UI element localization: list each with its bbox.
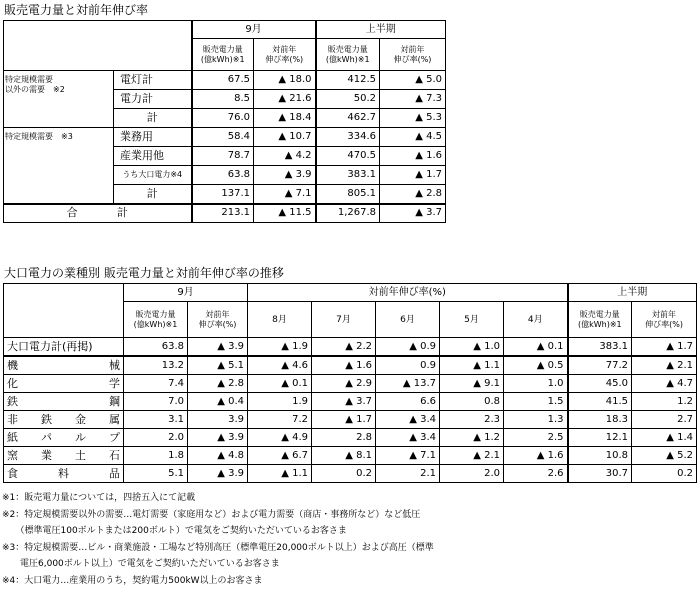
header-month: 9月 bbox=[192, 21, 316, 39]
half-yoy: ▲ 1.7 bbox=[380, 166, 446, 185]
half-yoy: 1.2 bbox=[632, 393, 697, 411]
trend-yoy: ▲ 3.7 bbox=[312, 393, 376, 411]
row-label bbox=[4, 375, 124, 393]
trend-yoy: ▲ 1.9 bbox=[248, 338, 312, 357]
month-sales: 63.8 bbox=[124, 338, 188, 357]
industry-name: 紙 パ ル プ bbox=[7, 432, 120, 444]
row-label: 業務用 bbox=[114, 128, 192, 147]
trend-yoy: 0.8 bbox=[440, 393, 504, 411]
row-label bbox=[4, 356, 124, 375]
half-sales: 77.2 bbox=[568, 356, 632, 375]
half-sales: 383.1 bbox=[568, 338, 632, 357]
total-row bbox=[4, 204, 446, 223]
half-sales: 462.7 bbox=[316, 109, 380, 128]
month-yoy: ▲ 3.9 bbox=[188, 465, 248, 483]
table1-title: 販売電力量と対前年伸び率 bbox=[4, 4, 148, 17]
trend-yoy: ▲ 2.1 bbox=[440, 447, 504, 465]
month-yoy: ▲ 18.4 bbox=[254, 109, 316, 128]
table-row bbox=[4, 429, 697, 447]
footnotes bbox=[2, 490, 434, 589]
trend-yoy: ▲ 13.7 bbox=[376, 375, 440, 393]
header-sales: 販売電力量 (億kWh)※1 bbox=[568, 302, 632, 338]
half-yoy: 2.7 bbox=[632, 411, 697, 429]
half-sales: 334.6 bbox=[316, 128, 380, 147]
trend-yoy: ▲ 1.2 bbox=[440, 429, 504, 447]
month-sales: 63.8 bbox=[192, 166, 254, 185]
half-sales: 30.7 bbox=[568, 465, 632, 483]
row-label bbox=[4, 465, 124, 483]
table-row bbox=[4, 375, 697, 393]
month-sales: 8.5 bbox=[192, 90, 254, 109]
row-label: 電灯計 bbox=[114, 71, 192, 90]
trend-yoy: ▲ 1.1 bbox=[248, 465, 312, 483]
half-sales: 50.2 bbox=[316, 90, 380, 109]
month-sales: 13.2 bbox=[124, 356, 188, 375]
trend-yoy: ▲ 3.4 bbox=[376, 411, 440, 429]
month-sales: 213.1 bbox=[192, 204, 254, 223]
trend-yoy: 6.6 bbox=[376, 393, 440, 411]
month-yoy: ▲ 7.1 bbox=[254, 185, 316, 204]
total-label-a: 合 bbox=[67, 207, 78, 219]
header-month-4: 4月 bbox=[504, 302, 568, 338]
month-yoy: ▲ 0.4 bbox=[188, 393, 248, 411]
trend-yoy: ▲ 9.1 bbox=[440, 375, 504, 393]
month-yoy: ▲ 21.6 bbox=[254, 90, 316, 109]
half-yoy: 0.2 bbox=[632, 465, 697, 483]
trend-yoy: 2.1 bbox=[376, 465, 440, 483]
month-yoy: ▲ 10.7 bbox=[254, 128, 316, 147]
trend-yoy: 1.3 bbox=[504, 411, 568, 429]
header-month-2: 6月 bbox=[376, 302, 440, 338]
half-yoy: ▲ 7.3 bbox=[380, 90, 446, 109]
industry-name: 鉄 鋼 bbox=[7, 396, 120, 408]
month-yoy: ▲ 3.9 bbox=[254, 166, 316, 185]
month-yoy: ▲ 4.8 bbox=[188, 447, 248, 465]
trend-yoy: ▲ 1.6 bbox=[312, 356, 376, 375]
footnote-line: （標準電圧100ボルトまたは200ボルト）で電気をご契約いただいているお客さま bbox=[2, 523, 434, 540]
half-sales: 41.5 bbox=[568, 393, 632, 411]
trend-yoy: ▲ 0.9 bbox=[376, 338, 440, 357]
header-sales: 販売電力量 (億kWh)※1 bbox=[316, 39, 380, 71]
industry-name: 非 鉄 金 属 bbox=[7, 414, 120, 426]
row-label bbox=[4, 393, 124, 411]
month-sales: 3.1 bbox=[124, 411, 188, 429]
header-sales: 販売電力量 (億kWh)※1 bbox=[192, 39, 254, 71]
trend-yoy: 2.0 bbox=[440, 465, 504, 483]
trend-yoy: 0.9 bbox=[376, 356, 440, 375]
month-sales: 76.0 bbox=[192, 109, 254, 128]
trend-yoy: ▲ 1.0 bbox=[440, 338, 504, 357]
trend-yoy: 7.2 bbox=[248, 411, 312, 429]
month-yoy: ▲ 2.8 bbox=[188, 375, 248, 393]
half-sales: 383.1 bbox=[316, 166, 380, 185]
trend-yoy: 2.3 bbox=[440, 411, 504, 429]
trend-yoy: 2.8 bbox=[312, 429, 376, 447]
half-yoy: ▲ 1.7 bbox=[632, 338, 697, 357]
industry-name: 窯 業 土 石 bbox=[7, 450, 120, 462]
row-label: うち大口電力※4 bbox=[114, 166, 192, 185]
month-yoy: ▲ 3.9 bbox=[188, 338, 248, 357]
header-yoy: 対前年 伸び率(%) bbox=[632, 302, 697, 338]
half-sales: 12.1 bbox=[568, 429, 632, 447]
row-label bbox=[4, 411, 124, 429]
month-sales: 137.1 bbox=[192, 185, 254, 204]
table-row bbox=[4, 338, 697, 357]
trend-yoy: ▲ 0.1 bbox=[504, 338, 568, 357]
trend-yoy: 2.5 bbox=[504, 429, 568, 447]
trend-yoy: ▲ 7.1 bbox=[376, 447, 440, 465]
trend-yoy: ▲ 0.1 bbox=[248, 375, 312, 393]
industry-name: 化 学 bbox=[7, 378, 120, 390]
trend-yoy: ▲ 6.7 bbox=[248, 447, 312, 465]
total-label-b: 計 bbox=[117, 207, 128, 219]
table-row bbox=[4, 411, 697, 429]
table-row bbox=[4, 71, 446, 90]
half-yoy: ▲ 4.5 bbox=[380, 128, 446, 147]
industry-name: 食 料 品 bbox=[7, 468, 120, 480]
header-half: 上半期 bbox=[568, 284, 697, 302]
month-sales: 58.4 bbox=[192, 128, 254, 147]
table2-title: 大口電力の業種別 販売電力量と対前年伸び率の推移 bbox=[4, 267, 284, 280]
table-row bbox=[4, 465, 697, 483]
trend-yoy: ▲ 4.6 bbox=[248, 356, 312, 375]
half-yoy: ▲ 5.3 bbox=[380, 109, 446, 128]
month-yoy: ▲ 5.1 bbox=[188, 356, 248, 375]
half-yoy: ▲ 3.7 bbox=[380, 204, 446, 223]
half-yoy: ▲ 1.4 bbox=[632, 429, 697, 447]
month-yoy: 3.9 bbox=[188, 411, 248, 429]
month-sales: 5.1 bbox=[124, 465, 188, 483]
trend-yoy: 1.5 bbox=[504, 393, 568, 411]
half-yoy: ▲ 2.8 bbox=[380, 185, 446, 204]
half-sales: 470.5 bbox=[316, 147, 380, 166]
header-yoy: 対前年 伸び率(%) bbox=[254, 39, 316, 71]
trend-yoy: 2.6 bbox=[504, 465, 568, 483]
month-yoy: ▲ 4.2 bbox=[254, 147, 316, 166]
half-sales: 10.8 bbox=[568, 447, 632, 465]
half-sales: 18.3 bbox=[568, 411, 632, 429]
table-row bbox=[4, 128, 446, 147]
trend-yoy: ▲ 4.9 bbox=[248, 429, 312, 447]
month-yoy: ▲ 18.0 bbox=[254, 71, 316, 90]
row-label: 計 bbox=[114, 109, 192, 128]
row-label: 計 bbox=[114, 185, 192, 204]
row-label bbox=[4, 447, 124, 465]
month-sales: 2.0 bbox=[124, 429, 188, 447]
header-half: 上半期 bbox=[316, 21, 446, 39]
half-yoy: ▲ 5.2 bbox=[632, 447, 697, 465]
header-month-0: 8月 bbox=[248, 302, 312, 338]
trend-yoy: ▲ 3.4 bbox=[376, 429, 440, 447]
header-yoy: 対前年 伸び率(%) bbox=[188, 302, 248, 338]
trend-yoy: ▲ 1.7 bbox=[312, 411, 376, 429]
half-sales: 412.5 bbox=[316, 71, 380, 90]
industry-table bbox=[3, 283, 697, 483]
month-sales: 67.5 bbox=[192, 71, 254, 90]
group-label: 特定規模需要 以外の需要 ※2 bbox=[4, 71, 114, 128]
trend-yoy: ▲ 8.1 bbox=[312, 447, 376, 465]
trend-yoy: ▲ 2.9 bbox=[312, 375, 376, 393]
half-yoy: ▲ 4.7 bbox=[632, 375, 697, 393]
row-label bbox=[4, 429, 124, 447]
table-row bbox=[4, 393, 697, 411]
header-yoy: 対前年 伸び率(%) bbox=[380, 39, 446, 71]
header-yoy-trend: 対前年伸び率(%) bbox=[248, 284, 568, 302]
sales-table bbox=[3, 20, 446, 223]
trend-yoy: ▲ 0.5 bbox=[504, 356, 568, 375]
row-label: 産業用他 bbox=[114, 147, 192, 166]
trend-yoy: ▲ 2.2 bbox=[312, 338, 376, 357]
half-sales: 45.0 bbox=[568, 375, 632, 393]
half-yoy: ▲ 5.0 bbox=[380, 71, 446, 90]
header-month: 9月 bbox=[124, 284, 248, 302]
row-label: 電力計 bbox=[114, 90, 192, 109]
half-yoy: ▲ 2.1 bbox=[632, 356, 697, 375]
half-yoy: ▲ 1.6 bbox=[380, 147, 446, 166]
month-yoy: ▲ 11.5 bbox=[254, 204, 316, 223]
group-label: 特定規模需要 ※3 bbox=[4, 128, 114, 204]
footnote-line: ※4：大口電力…産業用のうち，契約電力500kW以上のお客さま bbox=[2, 573, 434, 589]
footnote-line: ※3：特定規模需要…ビル・商業施設・工場など特別高圧（標準電圧20,000ボルト以上）および高圧（標準 bbox=[2, 540, 434, 557]
month-sales: 78.7 bbox=[192, 147, 254, 166]
trend-yoy: ▲ 1.1 bbox=[440, 356, 504, 375]
footnote-line: ※2：特定規模需要以外の需要…電灯需要（家庭用など）および電力需要（商店・事務所など）など低圧 bbox=[2, 507, 434, 524]
month-sales: 7.0 bbox=[124, 393, 188, 411]
row-label: 大口電力計(再掲) bbox=[4, 338, 124, 357]
trend-yoy: 1.9 bbox=[248, 393, 312, 411]
industry-name: 機 械 bbox=[7, 360, 120, 372]
header-month-1: 7月 bbox=[312, 302, 376, 338]
total-label bbox=[4, 204, 192, 223]
header-sales: 販売電力量 (億kWh)※1 bbox=[124, 302, 188, 338]
month-yoy: ▲ 3.9 bbox=[188, 429, 248, 447]
half-sales: 1,267.8 bbox=[316, 204, 380, 223]
month-sales: 1.8 bbox=[124, 447, 188, 465]
half-sales: 805.1 bbox=[316, 185, 380, 204]
trend-yoy: ▲ 1.6 bbox=[504, 447, 568, 465]
trend-yoy: 0.2 bbox=[312, 465, 376, 483]
table-row bbox=[4, 356, 697, 375]
header-month-3: 5月 bbox=[440, 302, 504, 338]
table-row bbox=[4, 447, 697, 465]
month-sales: 7.4 bbox=[124, 375, 188, 393]
trend-yoy: 1.0 bbox=[504, 375, 568, 393]
footnote-line: 電圧6,000ボルト以上）で電気をご契約いただいているお客さま bbox=[2, 556, 434, 573]
footnote-line: ※1：販売電力量については，四捨五入にて記載 bbox=[2, 490, 434, 507]
